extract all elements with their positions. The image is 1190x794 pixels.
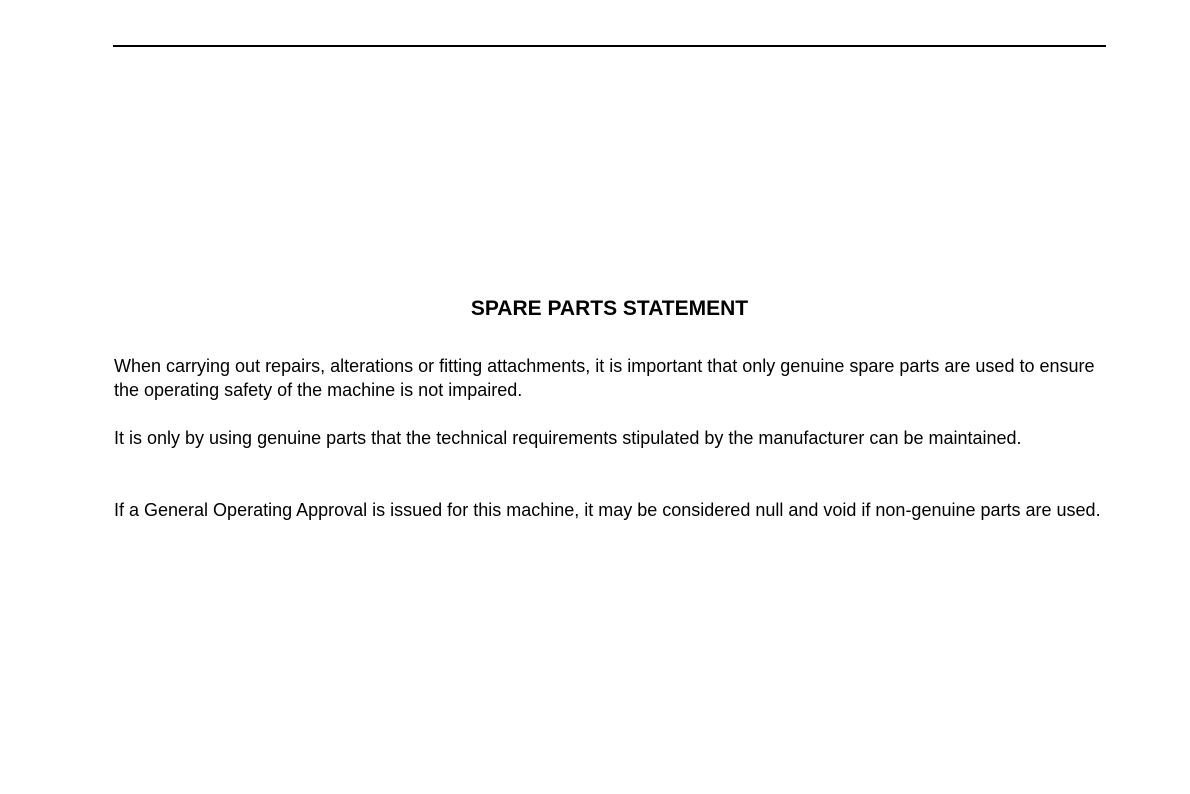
- paragraph-technical-requirements: It is only by using genuine parts that the technical requirements stipulated by the manufacturer can be maintained.: [114, 428, 1022, 448]
- paragraph-operating-approval: If a General Operating Approval is issued for this machine, it may be considered null and void if non-genuine parts are used.: [114, 500, 1101, 520]
- header-rule: [113, 45, 1106, 47]
- page-title: SPARE PARTS STATEMENT: [470, 297, 749, 320]
- paragraph-genuine-parts-safety: When carrying out repairs, alterations or fitting attachments, it is important that only genuine spare parts are used to ensure the operating safety of the machine is not impaired.: [114, 356, 1095, 400]
